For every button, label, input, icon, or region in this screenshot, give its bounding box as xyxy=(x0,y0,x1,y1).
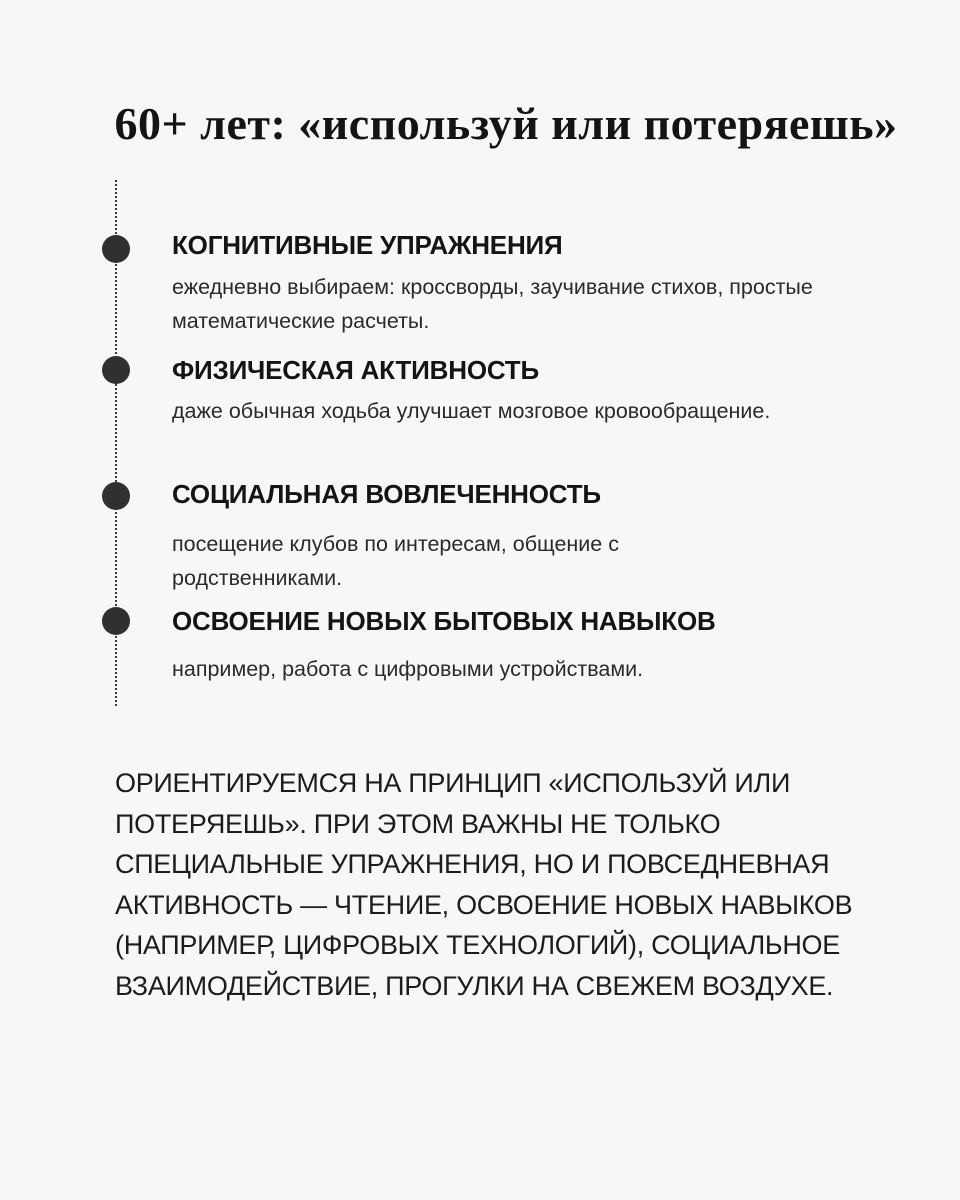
page-title: 60+ лет: «используй или потеряешь» xyxy=(114,98,898,149)
summary-paragraph: ОРИЕНТИРУЕМСЯ НА ПРИНЦИП «ИСПОЛЬЗУЙ ИЛИ ПОТЕРЯЕШЬ». ПРИ ЭТОМ ВАЖНЫ НЕ ТОЛЬКО СПЕЦИАЛЬНЫЕ УПРАЖНЕНИЯ, НО И ПОВСЕДНЕВНАЯ АКТИВНОСТЬ — ЧТЕНИЕ, ОСВОЕНИЕ НОВЫХ НАВЫКОВ (НАПРИМЕР, ЦИФРОВЫХ ТЕХНОЛОГИЙ), СОЦИАЛЬНОЕ ВЗАИМОДЕЙСТВИЕ, ПРОГУЛКИ НА СВЕЖЕМ ВОЗДУХЕ. xyxy=(115,768,853,1001)
timeline-bullet xyxy=(102,607,130,635)
timeline-bullet xyxy=(102,356,130,384)
item-text-physical: даже обычная ходьба улучшает мозговое кровообращение. xyxy=(172,399,771,423)
item-text-social: посещение клубов по интересам, общение с родственниками. xyxy=(172,532,619,590)
timeline-bullet xyxy=(102,235,130,263)
item-heading-physical: ФИЗИЧЕСКАЯ АКТИВНОСТЬ xyxy=(172,355,539,385)
item-heading-social: СОЦИАЛЬНАЯ ВОВЛЕЧЕННОСТЬ xyxy=(172,479,601,509)
item-text-skills: например, работа с цифровыми устройствами. xyxy=(172,657,644,681)
item-text-cognitive: ежедневно выбираем: кроссворды, заучивание стихов, простые математические расчеты. xyxy=(172,275,813,333)
timeline-bullet xyxy=(102,482,130,510)
item-heading-skills: ОСВОЕНИЕ НОВЫХ БЫТОВЫХ НАВЫКОВ xyxy=(172,606,716,636)
item-heading-cognitive: КОГНИТИВНЫЕ УПРАЖНЕНИЯ xyxy=(172,230,563,260)
